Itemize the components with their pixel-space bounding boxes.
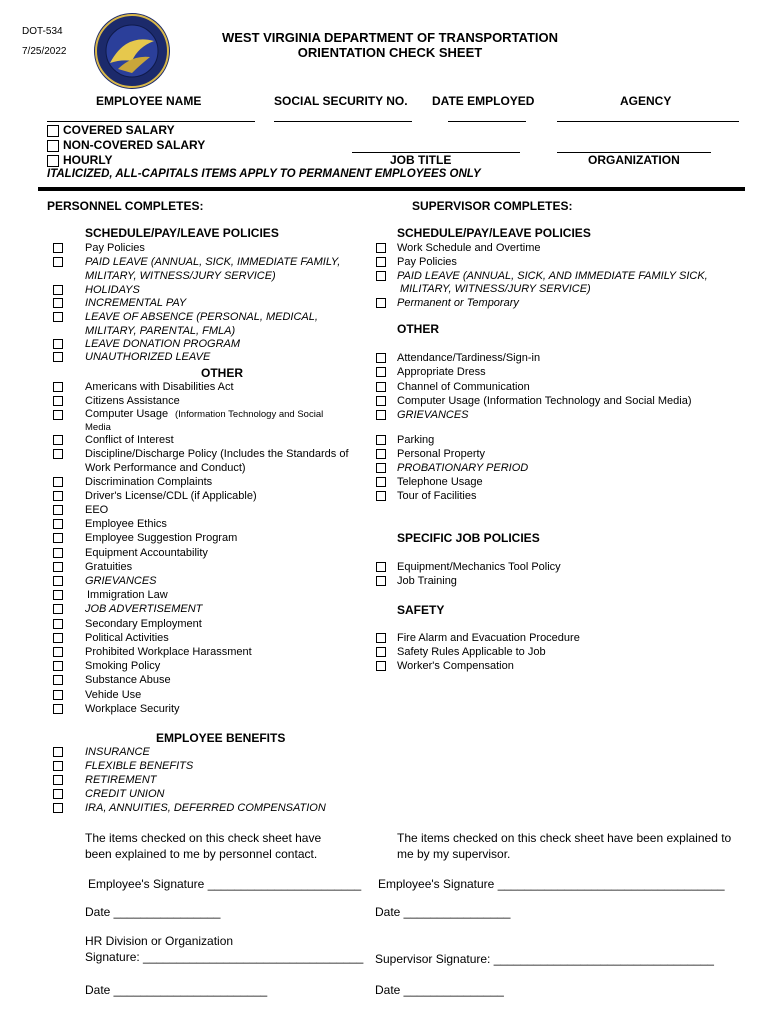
employee-signature-left[interactable]: Employee's Signature _______________________ [88, 877, 362, 891]
checkbox[interactable] [376, 382, 386, 392]
list-item: Employee Ethics [85, 518, 167, 530]
checkbox[interactable] [53, 604, 63, 614]
list-item: JOB ADVERTISEMENT [85, 603, 203, 615]
list-item: Tour of Facilities [397, 490, 477, 502]
checkbox[interactable] [53, 747, 63, 757]
list-item: UNAUTHORIZED LEAVE [85, 351, 211, 363]
checkbox[interactable] [53, 590, 63, 600]
checkbox[interactable] [53, 647, 63, 657]
list-item: Discipline/Discharge Policy (Includes the Standards of [85, 448, 349, 460]
state-seal-logo [92, 11, 172, 91]
checkbox[interactable] [53, 548, 63, 558]
safety-heading: SAFETY [397, 603, 445, 617]
list-item: EEO [85, 504, 109, 516]
title-line-1: WEST VIRGINIA DEPARTMENT OF TRANSPORTATION [221, 30, 559, 45]
date-field-left-1[interactable]: Date ________________ [85, 905, 221, 919]
employee-signature-right[interactable]: Employee's Signature __________________________________ [378, 877, 725, 891]
list-item: Work Performance and Conduct) [85, 462, 246, 474]
list-item: Fire Alarm and Evacuation Procedure [397, 632, 580, 644]
employee-name-label: EMPLOYEE NAME [96, 94, 202, 108]
supervisor-other-heading: OTHER [397, 322, 439, 336]
checkbox[interactable] [53, 690, 63, 700]
list-item: MILITARY, PARENTAL, FMLA) [85, 325, 236, 337]
checkbox[interactable] [376, 661, 386, 671]
supervisor-statement-line-1: The items checked on this check sheet have been explained to [397, 831, 732, 845]
title-line-2: ORIENTATION CHECK SHEET [297, 45, 483, 60]
list-item: Work Schedule and Overtime [397, 242, 541, 254]
checkbox[interactable] [53, 477, 63, 487]
agency-field[interactable] [557, 121, 739, 122]
list-item: (Information Technology and Social [175, 409, 324, 420]
checkbox[interactable] [53, 775, 63, 785]
date-field-right-1[interactable]: Date ________________ [375, 905, 511, 919]
checkbox[interactable] [53, 410, 63, 420]
list-item: MILITARY, WITNESS/JURY SERVICE) [400, 283, 591, 295]
list-item: PAID LEAVE (ANNUAL, SICK, IMMEDIATE FAMILY, [85, 256, 341, 268]
job-title-label: JOB TITLE [390, 153, 452, 167]
checkbox[interactable] [53, 491, 63, 501]
hourly-checkbox[interactable] [47, 155, 59, 167]
checkbox[interactable] [53, 257, 63, 267]
personnel-statement-line-2: been explained to me by personnel contact. [85, 847, 318, 861]
list-item: Secondary Employment [85, 618, 202, 630]
checkbox[interactable] [53, 619, 63, 629]
form-number: DOT-534 [22, 26, 63, 37]
checkbox[interactable] [53, 505, 63, 515]
checkbox[interactable] [53, 339, 63, 349]
checkbox[interactable] [53, 533, 63, 543]
checkbox[interactable] [53, 761, 63, 771]
list-item: Worker's Compensation [397, 660, 514, 672]
list-item: Americans with Disabilities Act [85, 381, 234, 393]
header-divider [38, 187, 745, 191]
list-item: Channel of Communication [397, 381, 530, 393]
list-item: Prohibited Workplace Harassment [85, 646, 252, 658]
checkbox[interactable] [53, 312, 63, 322]
covered-salary-checkbox[interactable] [47, 125, 59, 137]
checkbox[interactable] [53, 352, 63, 362]
list-item: Permanent or Temporary [397, 297, 519, 309]
checkbox[interactable] [376, 576, 386, 586]
list-item: Telephone Usage [397, 476, 483, 488]
list-item: Vehide Use [85, 689, 142, 701]
supervisor-signature-field[interactable]: Supervisor Signature: _________________________________ [375, 952, 714, 966]
checkbox[interactable] [53, 396, 63, 406]
list-item: Media [85, 422, 111, 433]
employee-name-field[interactable] [47, 121, 255, 122]
checkbox[interactable] [53, 519, 63, 529]
date-employed-label: DATE EMPLOYED [432, 94, 535, 108]
checkbox[interactable] [376, 647, 386, 657]
list-item: Appropriate Dress [397, 366, 486, 378]
supervisor-heading: SUPERVISOR COMPLETES: [412, 199, 573, 213]
ssn-field[interactable] [274, 121, 412, 122]
personnel-other-heading: OTHER [201, 366, 243, 380]
list-item: Substance Abuse [85, 674, 171, 686]
list-item: Attendance/Tardiness/Sign-in [397, 352, 541, 364]
personnel-heading: PERSONNEL COMPLETES: [47, 199, 204, 213]
non-covered-salary-label: NON-COVERED SALARY [63, 138, 206, 152]
list-item: CREDIT UNION [85, 788, 165, 800]
checkbox[interactable] [53, 803, 63, 813]
list-item: Driver's License/CDL (if Applicable) [85, 490, 257, 502]
hr-division-label: HR Division or Organization [85, 934, 234, 948]
form-date: 7/25/2022 [22, 46, 67, 57]
checkbox[interactable] [376, 491, 386, 501]
organization-label: ORGANIZATION [588, 153, 680, 167]
list-item: Smoking Policy [85, 660, 161, 672]
list-item: Employee Suggestion Program [85, 532, 238, 544]
list-item: INSURANCE [85, 746, 150, 758]
checkbox[interactable] [53, 562, 63, 572]
checkbox[interactable] [53, 285, 63, 295]
covered-salary-label: COVERED SALARY [63, 123, 175, 137]
list-item: Citizens Assistance [85, 395, 180, 407]
personnel-schedule-heading: SCHEDULE/PAY/LEAVE POLICIES [85, 226, 279, 240]
checkbox[interactable] [376, 367, 386, 377]
date-field-right-2[interactable]: Date _______________ [375, 983, 504, 997]
checkbox[interactable] [53, 633, 63, 643]
checkbox[interactable] [376, 449, 386, 459]
list-item: MILITARY, WITNESS/JURY SERVICE) [85, 270, 276, 282]
list-item: Job Training [397, 575, 457, 587]
list-item: Safety Rules Applicable to Job [397, 646, 546, 658]
checkbox[interactable] [376, 463, 386, 473]
list-item: Immigration Law [87, 589, 168, 601]
list-item: PAID LEAVE (ANNUAL, SICK, AND IMMEDIATE FAMILY SICK, [397, 270, 708, 282]
list-item: Equipment/Mechanics Tool Policy [397, 561, 561, 573]
date-employed-field[interactable] [448, 121, 526, 122]
list-item: GRIEVANCES [397, 409, 469, 421]
list-item: RETIREMENT [85, 774, 157, 786]
list-item: Pay Policies [397, 256, 457, 268]
list-item: Political Activities [85, 632, 169, 644]
checkbox[interactable] [376, 353, 386, 363]
list-item: Discrimination Complaints [85, 476, 213, 488]
checkbox[interactable] [53, 243, 63, 253]
checkbox[interactable] [376, 410, 386, 420]
employee-benefits-heading: EMPLOYEE BENEFITS [156, 731, 286, 745]
list-item: IRA, ANNUITIES, DEFERRED COMPENSATION [85, 802, 326, 814]
list-item: Pay Policies [85, 242, 145, 254]
list-item: Workplace Security [85, 703, 180, 715]
list-item: Computer Usage [85, 408, 169, 420]
checkbox[interactable] [376, 243, 386, 253]
list-item: Equipment Accountability [85, 547, 208, 559]
checkbox[interactable] [53, 298, 63, 308]
list-item: Personal Property [397, 448, 486, 460]
checkbox[interactable] [53, 449, 63, 459]
list-item: PROBATIONARY PERIOD [397, 462, 529, 474]
non-covered-salary-checkbox[interactable] [47, 140, 59, 152]
date-field-left-2[interactable]: Date _______________________ [85, 983, 268, 997]
list-item: LEAVE OF ABSENCE (PERSONAL, MEDICAL, [85, 311, 318, 323]
list-item: FLEXIBLE BENEFITS [85, 760, 194, 772]
checkbox[interactable] [376, 562, 386, 572]
checkbox[interactable] [376, 477, 386, 487]
checkbox[interactable] [376, 298, 386, 308]
list-item: GRIEVANCES [85, 575, 157, 587]
agency-label: AGENCY [620, 94, 672, 108]
checkbox[interactable] [376, 633, 386, 643]
ssn-label: SOCIAL SECURITY NO. [274, 94, 408, 108]
checkbox[interactable] [53, 382, 63, 392]
list-item: INCREMENTAL PAY [85, 297, 187, 309]
list-item: Computer Usage (Information Technology and Social Media) [397, 395, 692, 407]
list-item: LEAVE DONATION PROGRAM [85, 338, 241, 350]
checkbox[interactable] [53, 675, 63, 685]
supervisor-statement-line-2: me by my supervisor. [397, 847, 511, 861]
checkbox[interactable] [376, 396, 386, 406]
list-item: Gratuities [85, 561, 133, 573]
checkbox[interactable] [376, 257, 386, 267]
permanent-employees-note: ITALICIZED, ALL-CAPITALS ITEMS APPLY TO PERMANENT EMPLOYEES ONLY [47, 168, 481, 180]
checkbox[interactable] [376, 271, 386, 281]
list-item: HOLIDAYS [85, 284, 140, 296]
specific-job-policies-heading: SPECIFIC JOB POLICIES [397, 531, 540, 545]
list-item: Conflict of Interest [85, 434, 174, 446]
checkbox[interactable] [53, 435, 63, 445]
checkbox[interactable] [53, 789, 63, 799]
checkbox[interactable] [53, 661, 63, 671]
list-item: Parking [397, 434, 435, 446]
personnel-statement-line-1: The items checked on this check sheet have [85, 831, 322, 845]
hourly-label: HOURLY [63, 153, 113, 167]
checkbox[interactable] [376, 435, 386, 445]
checkbox[interactable] [53, 704, 63, 714]
supervisor-schedule-heading: SCHEDULE/PAY/LEAVE POLICIES [397, 226, 591, 240]
checkbox[interactable] [53, 576, 63, 586]
hr-signature-field[interactable]: Signature: _________________________________ [85, 950, 364, 964]
